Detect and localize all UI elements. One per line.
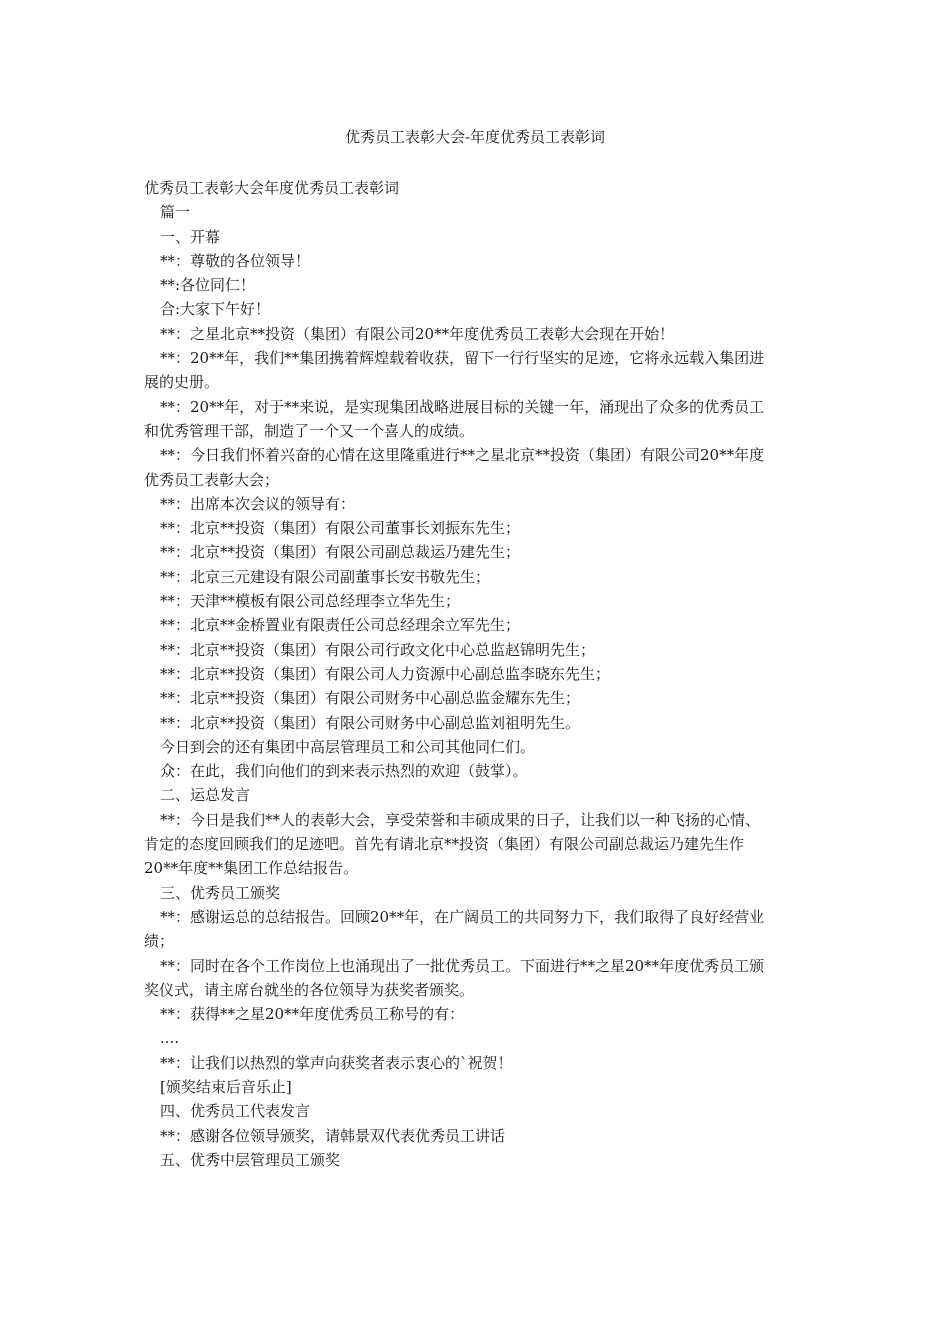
paragraph-line: 20**年度**集团工作总结报告。 [144, 859, 359, 878]
paragraph-line: 五、优秀中层管理员工颁奖 [160, 1150, 341, 1169]
paragraph-line: **：北京**投资（集团）有限公司人力资源中心副总监李晓东先生； [160, 664, 611, 683]
paragraph-line: **：北京**投资（集团）有限公司副总裁运乃建先生； [160, 543, 521, 562]
paragraph-line: .... [160, 1029, 180, 1048]
paragraph-line: 展的史册。 [144, 373, 220, 392]
document-title: 优秀员工表彰大会-年度优秀员工表彰词 [344, 128, 606, 146]
paragraph-line: **：同时在各个工作岗位上也涌现出了一批优秀员工。下面进行**之星20**年度优秀员工颁 [160, 956, 765, 975]
paragraph-line: 今日到会的还有集团中高层管理员工和公司其他同仁们。 [160, 737, 536, 756]
paragraph-line: **：今日我们怀着兴奋的心情在这里隆重进行**之星北京**投资（集团）有限公司20**年度 [160, 446, 765, 465]
paragraph-line: **：尊敬的各位领导！ [160, 251, 311, 270]
paragraph-line: **：之星北京**投资（集团）有限公司20**年度优秀员工表彰大会现在开始！ [160, 324, 675, 343]
paragraph-line: 合:大家下午好！ [160, 300, 271, 319]
paragraph-line: **：20**年，我们**集团携着辉煌载着收获，留下一行行坚实的足迹，它将永远载入集团进 [160, 349, 765, 368]
paragraph-line: [颁奖结束后音乐止] [160, 1077, 292, 1096]
paragraph-line: **:各位同仁！ [160, 276, 256, 295]
paragraph-line: 三、优秀员工颁奖 [160, 883, 281, 902]
paragraph-line: **：感谢运总的总结报告。回顾20**年，在广阔员工的共同努力下，我们取得了良好经营业 [160, 907, 765, 926]
document-body [144, 176, 806, 1172]
paragraph-line: **：出席本次会议的领导有： [160, 494, 356, 513]
paragraph-line: 奖仪式，请主席台就坐的各位领导为获奖者颁奖。 [144, 980, 475, 999]
paragraph-line: **：20**年，对于**来说，是实现集团战略进展目标的关键一年，涌现出了众多的优秀员工 [160, 397, 765, 416]
paragraph-line: 二、运总发言 [160, 786, 251, 805]
paragraph-line: 一、开幕 [160, 227, 221, 246]
paragraph-line: **：北京三元建设有限公司副董事长安书敬先生； [160, 567, 491, 586]
paragraph-line: 和优秀管理干部，制造了一个又一个喜人的成绩。 [144, 421, 475, 440]
paragraph-line: **：获得**之星20**年度优秀员工称号的有： [160, 1005, 465, 1024]
paragraph-line: **：今日是我们**人的表彰大会，享受荣誉和丰硕成果的日子，让我们以一种飞扬的心情、 [160, 810, 761, 829]
paragraph-line: **：北京**投资（集团）有限公司财务中心副总监金耀东先生； [160, 689, 581, 708]
paragraph-line: **：感谢各位领导颁奖，请韩景双代表优秀员工讲话 [160, 1126, 506, 1145]
paragraph-line: **：让我们以热烈的掌声向获奖者表示衷心的`祝贺！ [160, 1053, 513, 1072]
paragraph-line: 肯定的态度回顾我们的足迹吧。首先有请北京**投资（集团）有限公司副总裁运乃建先生作 [144, 835, 745, 854]
paragraph-line: 优秀员工表彰大会年度优秀员工表彰词 [144, 179, 400, 197]
paragraph-line: 绩； [144, 932, 175, 951]
paragraph-line: **：北京**投资（集团）有限公司财务中心副总监刘祖明先生。 [160, 713, 581, 732]
paragraph-line: **：北京**金桥置业有限责任公司总经理余立军先生； [160, 616, 521, 635]
paragraph-line: **：北京**投资（集团）有限公司董事长刘振东先生； [160, 519, 521, 538]
paragraph-line: 四、优秀员工代表发言 [160, 1102, 311, 1121]
paragraph-line: **：北京**投资（集团）有限公司行政文化中心总监赵锦明先生； [160, 640, 596, 659]
paragraph-line: **：天津**模板有限公司总经理李立华先生； [160, 592, 461, 611]
paragraph-line: 篇一 [160, 203, 191, 222]
paragraph-line: 众：在此，我们向他们的到来表示热烈的欢迎（鼓掌）。 [160, 762, 528, 781]
paragraph-line: 优秀员工表彰大会； [144, 470, 280, 489]
